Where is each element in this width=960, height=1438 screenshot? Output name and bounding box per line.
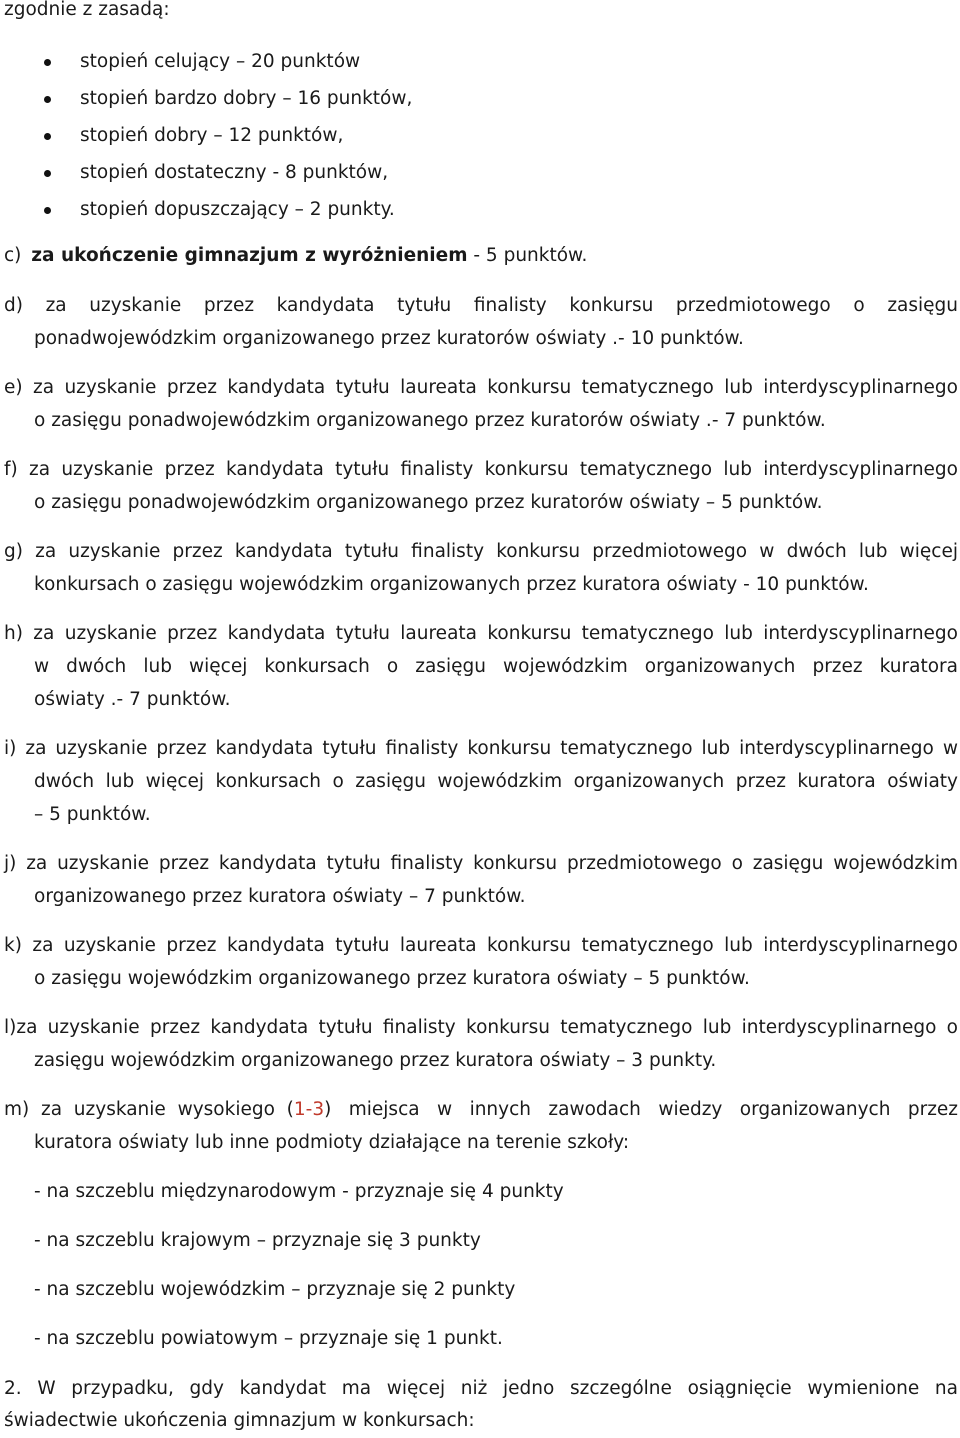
item-m-range: 1-3 bbox=[293, 1099, 325, 1120]
item-k-line2: o zasięgu wojewódzkim organizowanego przez kuratora oświaty – 5 punktów. bbox=[34, 968, 750, 989]
point-2-line1: 2. W przypadku, gdy kandydat ma więcej niż jedno szczególne osiągnięcie wymienione na bbox=[4, 1378, 958, 1399]
item-g-line1: g) za uzyskanie przez kandydata tytułu finalisty konkursu przedmiotowego w dwóch lub więcej bbox=[4, 541, 958, 562]
item-e-line2: o zasięgu ponadwojewódzkim organizowanego przez kuratorów oświaty .- 7 punktów. bbox=[34, 410, 826, 431]
item-c bbox=[4, 244, 587, 268]
bullet-item: stopień dostateczny - 8 punktów, bbox=[80, 162, 389, 183]
item-c-prefix: c) bbox=[4, 245, 22, 266]
bullet-dot-icon bbox=[44, 170, 51, 177]
item-m-line1 bbox=[4, 1098, 958, 1122]
item-i-line2: dwóch lub więcej konkursach o zasięgu wojewódzkim organizowanych przez kuratora oświaty bbox=[34, 771, 958, 792]
point-2-line2: świadectwie ukończenia gimnazjum w konkursach: bbox=[4, 1410, 475, 1431]
bullet-item: stopień celujący – 20 punktów bbox=[80, 51, 361, 72]
bullet-dot-icon bbox=[44, 133, 51, 140]
level-item: - na szczeblu międzynarodowym - przyznaje się 4 punkty bbox=[34, 1181, 564, 1202]
item-f-line1: f) za uzyskanie przez kandydata tytułu finalisty konkursu tematycznego lub interdyscyplinarnego bbox=[4, 459, 958, 480]
item-g-line2: konkursach o zasięgu wojewódzkim organizowanych przez kuratora oświaty - 10 punktów. bbox=[34, 574, 869, 595]
item-i-line3: – 5 punktów. bbox=[34, 804, 151, 825]
bullet-dot-icon bbox=[44, 59, 51, 66]
item-l-line1: l)za uzyskanie przez kandydata tytułu finalisty konkursu tematycznego lub interdyscyplinarnego o bbox=[4, 1017, 958, 1038]
item-h-line1: h) za uzyskanie przez kandydata tytułu laureata konkursu tematycznego lub interdyscyplinarnego bbox=[4, 623, 958, 644]
bullet-item: stopień bardzo dobry – 16 punktów, bbox=[80, 88, 413, 109]
item-e-line1: e) za uzyskanie przez kandydata tytułu laureata konkursu tematycznego lub interdyscyplinarnego bbox=[4, 377, 958, 398]
item-l-line2: zasięgu wojewódzkim organizowanego przez kuratora oświaty – 3 punkty. bbox=[34, 1050, 717, 1071]
bullet-dot-icon bbox=[44, 207, 51, 214]
level-item: - na szczeblu krajowym – przyznaje się 3 punkty bbox=[34, 1230, 481, 1251]
item-f-line2: o zasięgu ponadwojewódzkim organizowanego przez kuratorów oświaty – 5 punktów. bbox=[34, 492, 823, 513]
item-m-line1-start bbox=[4, 1098, 324, 1122]
bullet-dot-icon bbox=[44, 96, 51, 103]
level-item: - na szczeblu wojewódzkim – przyznaje się 2 punkty bbox=[34, 1279, 516, 1300]
item-m-line2: kuratora oświaty lub inne podmioty działające na terenie szkoły: bbox=[34, 1132, 630, 1153]
item-j-line1: j) za uzyskanie przez kandydata tytułu finalisty konkursu przedmiotowego o zasięgu wojewódzkim bbox=[4, 853, 958, 874]
item-m-text-a: m) za uzyskanie wysokiego ( bbox=[4, 1099, 294, 1120]
intro-text: zgodnie z zasadą: bbox=[4, 0, 170, 20]
level-item: - na szczeblu powiatowym – przyznaje się 1 punkt. bbox=[34, 1328, 503, 1349]
item-c-bold: za ukończenie gimnazjum z wyróżnieniem bbox=[31, 245, 468, 266]
item-d-line1: d) za uzyskanie przez kandydata tytułu finalisty konkursu przedmiotowego o zasięgu bbox=[4, 295, 958, 316]
item-c-rest: - 5 punktów. bbox=[467, 245, 588, 266]
item-i-line1: i) za uzyskanie przez kandydata tytułu finalisty konkursu tematycznego lub interdyscyplinarnego w bbox=[4, 738, 958, 759]
bullet-item: stopień dopuszczający – 2 punkty. bbox=[80, 199, 395, 220]
item-h-line3: oświaty .- 7 punktów. bbox=[34, 689, 231, 710]
bullet-item: stopień dobry – 12 punktów, bbox=[80, 125, 344, 146]
item-j-line2: organizowanego przez kuratora oświaty – 7 punktów. bbox=[34, 886, 526, 907]
item-d-line2: ponadwojewódzkim organizowanego przez kuratorów oświaty .- 10 punktów. bbox=[34, 328, 744, 349]
item-m-text-b: ) miejsca w innych zawodach wiedzy organizowanych przez bbox=[324, 1099, 958, 1120]
item-h-line2: w dwóch lub więcej konkursach o zasięgu wojewódzkim organizowanych przez kuratora bbox=[34, 656, 958, 677]
item-k-line1: k) za uzyskanie przez kandydata tytułu laureata konkursu tematycznego lub interdyscyplinarnego bbox=[4, 935, 958, 956]
